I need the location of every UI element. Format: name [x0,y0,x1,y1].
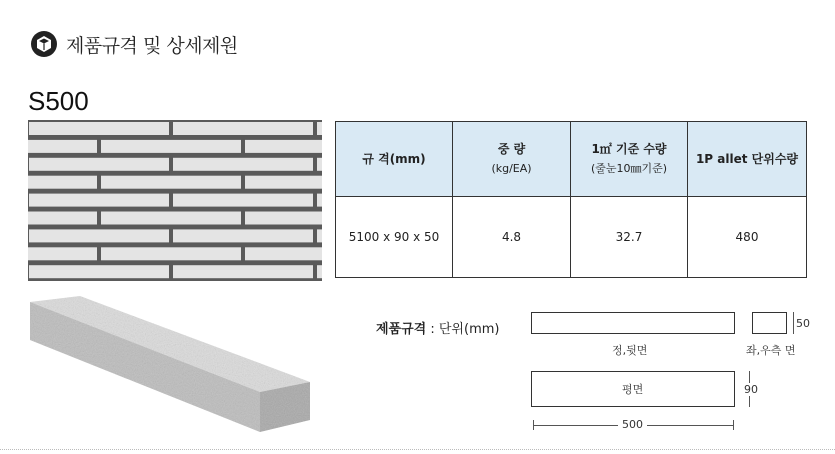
spec-table [335,121,807,278]
header-qty-per-m2 [571,122,688,197]
bottom-divider [0,449,835,450]
brick [173,194,313,207]
header-pallet-label: 1P allet 단위수량 [695,152,799,166]
depth-value: 90 [744,383,758,396]
dimension-title-bold: 제품규격 [376,322,427,337]
height-dimension-line [793,312,794,334]
brick [317,265,322,278]
cell-pallet-qty: 480 [688,197,807,278]
spec-data-row [336,197,807,278]
header-size-label: 규 격(mm) [362,152,426,166]
front-face-label: 정,뒷면 [612,344,648,357]
brick [101,212,241,225]
brick [101,140,241,153]
length-value: 500 [618,418,647,431]
length-tick-left [533,420,534,430]
brick [29,122,169,135]
header-qty-label: 1㎡ 기준 수량 [591,142,667,156]
brick [28,176,97,189]
brick [245,212,322,225]
top-face-label: 평면 [622,383,644,396]
model-name: S500 [28,86,89,116]
length-tick-right [733,420,734,430]
stone-block-image [20,290,320,440]
cell-qty-per-m2: 32.7 [571,197,688,278]
header-weight [453,122,571,197]
brick [173,229,313,242]
brick-wall-image [28,120,322,281]
brick [317,229,322,242]
spec-header-row [336,122,807,197]
header-pallet-qty [688,122,807,197]
brick [29,158,169,171]
cube-icon [30,30,58,58]
side-face-label: 좌,우측 면 [746,344,796,357]
cell-weight: 4.8 [453,197,571,278]
header-qty-note: (줄눈10㎜기준) [590,162,668,175]
brick [173,158,313,171]
header-weight-unit: (kg/EA) [491,162,532,175]
dimension-title-unit: : 단위(mm) [426,322,500,337]
header-size [336,122,453,197]
brick [29,194,169,207]
brick [28,212,97,225]
brick [317,122,322,135]
brick [317,194,322,207]
height-value: 50 [796,317,810,330]
brick [29,265,169,278]
brick [173,265,313,278]
brick [28,140,97,153]
brick [101,176,241,189]
brick [29,229,169,242]
dimension-title [376,318,499,337]
brick [317,158,322,171]
front-face-drawing [531,312,735,334]
cell-size: 5100 x 90 x 50 [336,197,453,278]
brick [245,247,322,260]
section-title: 제품규격 및 상세제원 [66,35,238,57]
brick [28,247,97,260]
header-weight-label: 중 량 [497,142,526,156]
brick [173,122,313,135]
brick [245,140,322,153]
brick [245,176,322,189]
side-face-drawing [752,312,787,334]
brick [101,247,241,260]
